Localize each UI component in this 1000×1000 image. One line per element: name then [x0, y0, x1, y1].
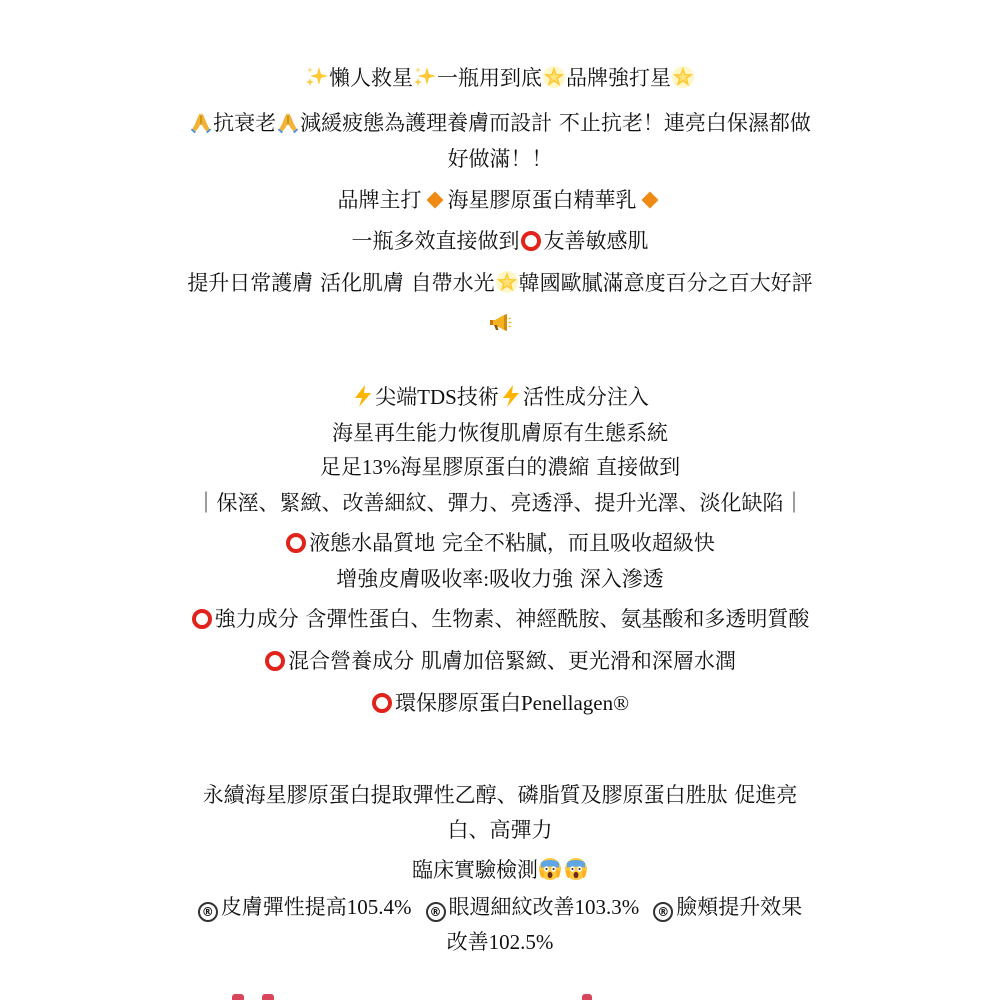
text-segment: 皮膚彈性提高: [220, 895, 347, 919]
cutoff-emoji-icon: [262, 994, 274, 1000]
registered-sign-icon: ®: [653, 902, 673, 922]
text-segment: 一瓶用到底: [437, 66, 542, 90]
multi-effect-line: [0, 226, 1000, 256]
text-segment: :: [483, 567, 490, 591]
text-segment: 眼週細紋改善: [448, 895, 575, 919]
text-segment: 一瓶多效直接做到: [351, 229, 520, 253]
text-segment: 尖端: [375, 385, 418, 409]
cutoff-emoji-icon: [232, 994, 244, 1000]
text-segment: 技術: [456, 385, 499, 409]
text-segment: 臨床實驗檢測: [412, 858, 538, 882]
text-segment: 吸收力強 深入滲透: [489, 567, 664, 591]
hollow-red-circle-icon: [192, 609, 212, 629]
text-segment: 好做滿！！: [447, 147, 553, 171]
ingredients-line: [0, 604, 1000, 634]
hollow-red-circle-icon: [521, 231, 541, 251]
sparkles-icon: [305, 65, 329, 89]
text-segment: 白、高彈力: [447, 818, 553, 842]
text-segment: 提升日常護膚 活化肌膚 自帶水光: [187, 271, 495, 295]
text-segment: 臉頰提升效果: [676, 895, 803, 919]
orange-diamond-icon: [426, 192, 443, 209]
cutoff-emoji-icon: [582, 994, 592, 1000]
screaming-face-icon: [538, 857, 562, 881]
text-segment: ｜保溼、緊緻、改善細紋、彈力、亮透淨、提升光澤、淡化缺陷｜: [195, 491, 805, 515]
glowing-star-icon: [542, 65, 566, 89]
text-segment: 抗衰老: [213, 111, 277, 135]
text-segment: 懶人救星: [329, 66, 413, 90]
absorption-line: [0, 564, 1000, 594]
texture-line: [0, 528, 1000, 558]
text-segment: 活性成分注入: [522, 385, 649, 409]
sparkles-icon: [413, 65, 437, 89]
text-segment: 海星再生能力恢復肌膚原有生態系統: [332, 421, 668, 445]
tds-technology-line: [0, 382, 1000, 412]
text-segment: 友善敏感肌: [543, 229, 649, 253]
text-segment: 足足: [319, 455, 362, 479]
folded-hands-icon: [276, 110, 300, 134]
text-segment: 品牌強打星: [566, 66, 671, 90]
clinical-results-line-continued: [0, 927, 1000, 957]
text-segment: 103.3%: [574, 895, 640, 919]
glowing-star-icon: [671, 65, 695, 89]
megaphone-icon: [488, 310, 512, 334]
hollow-red-circle-icon: [372, 693, 392, 713]
text-segment: 105.4%: [346, 895, 412, 919]
benefits-list-line: [0, 488, 1000, 518]
text-segment: 混合營養成分 肌膚加倍緊緻、更光滑和深層水潤: [288, 649, 736, 673]
text-segment: 環保膠原蛋白: [394, 691, 521, 715]
concentration-line: [0, 452, 1000, 482]
glowing-star-icon: [495, 270, 519, 294]
text-segment: 改善: [446, 930, 489, 954]
text-segment: 液態水晶質地 完全不粘膩，而且吸收超級快: [309, 531, 715, 555]
headline-line: [0, 63, 1000, 93]
text-segment: 增強皮膚吸收率: [336, 567, 484, 591]
text-segment: 韓國歐膩滿意度百分之百大好評: [518, 271, 813, 295]
text-segment: 減緩疲態為護理養膚而設計 不止抗老！連亮白保濕都做: [300, 111, 811, 135]
daily-care-line: [0, 268, 1000, 298]
text-segment: 強力成分 含彈性蛋白、生物素、神經酰胺、氨基酸和多透明質酸: [214, 607, 810, 631]
brand-feature-line: [0, 185, 1000, 215]
high-voltage-icon: [499, 384, 523, 408]
anti-aging-line-continued: [0, 144, 1000, 174]
screaming-face-icon: [564, 857, 588, 881]
registered-sign-icon: ®: [426, 902, 446, 922]
hollow-red-circle-icon: [286, 533, 306, 553]
hollow-red-circle-icon: [265, 651, 285, 671]
extraction-line-continued: [0, 815, 1000, 845]
extraction-line: [0, 780, 1000, 810]
text-segment: TDS: [417, 385, 457, 409]
regeneration-line: [0, 418, 1000, 448]
megaphone-line: [0, 308, 1000, 338]
registered-sign-icon: ®: [198, 902, 218, 922]
orange-diamond-icon: [641, 192, 658, 209]
high-voltage-icon: [351, 384, 375, 408]
folded-hands-icon: [189, 110, 213, 134]
nutrients-line: [0, 646, 1000, 676]
product-name: 海星膠原蛋白精華乳: [447, 188, 637, 212]
text-segment: 102.5%: [488, 930, 554, 954]
text-segment: Penellagen®: [520, 691, 630, 715]
text-segment: 品牌主打: [337, 188, 422, 212]
text-segment: 海星膠原蛋白的濃縮 直接做到: [400, 455, 681, 479]
text-segment: 13%: [361, 455, 401, 479]
clinical-results-line: [0, 892, 1000, 922]
anti-aging-line: [0, 108, 1000, 138]
clinical-test-line: [0, 855, 1000, 885]
eco-collagen-line: [0, 688, 1000, 718]
text-segment: 永續海星膠原蛋白提取彈性乙醇、磷脂質及膠原蛋白胜肽 促進亮: [202, 783, 798, 807]
